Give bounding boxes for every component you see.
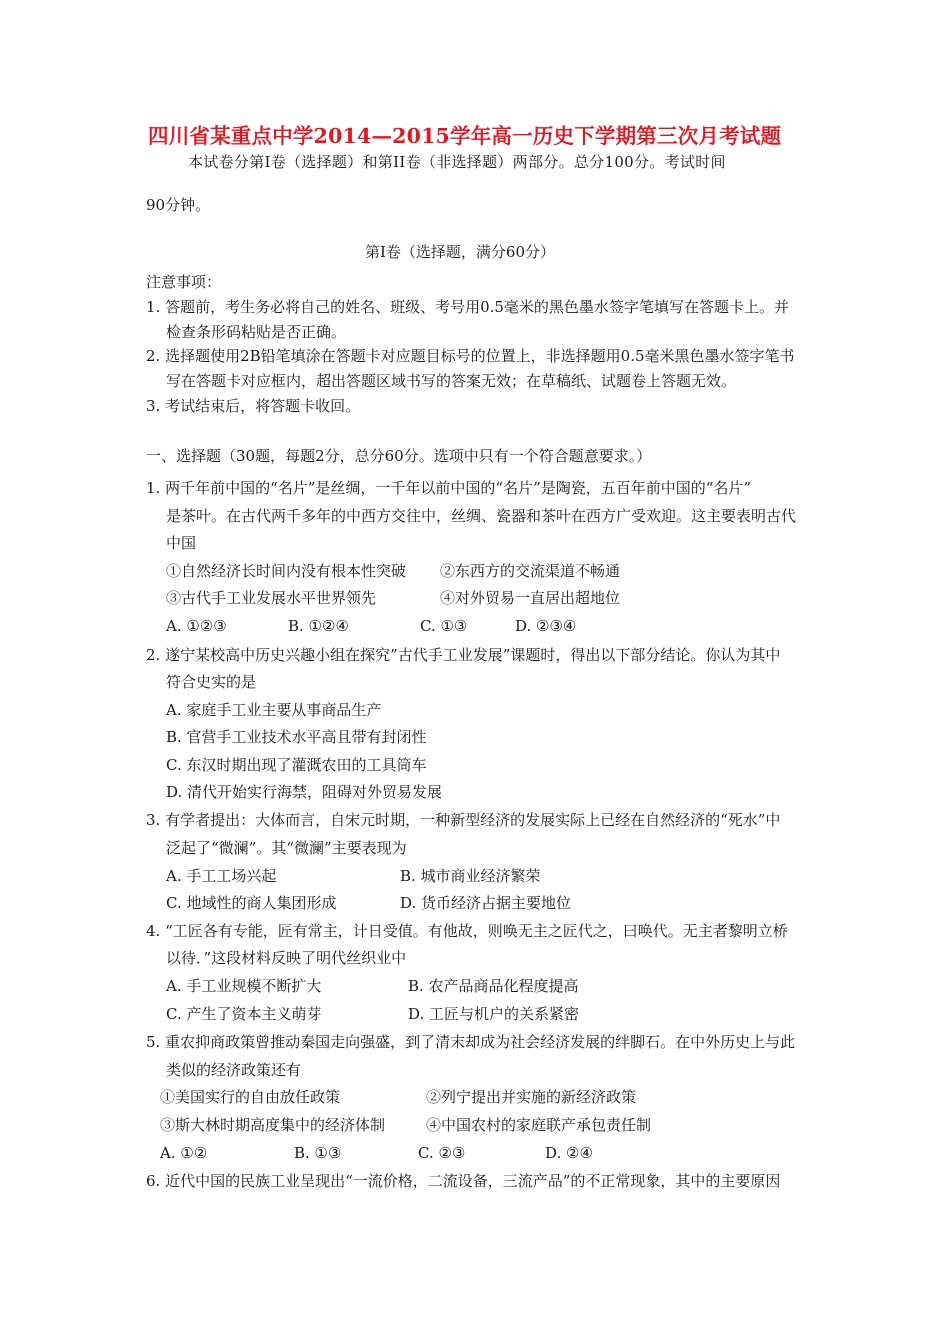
q2-option-c: C. 东汉时期出现了灌溉农田的工具筒车: [166, 756, 427, 774]
part1-heading: 一、选择题（30题，每题2分，总分60分。选项中只有一个符合题意要求。）: [146, 447, 652, 465]
q5-statement-4: ④中国农村的家庭联产承包责任制: [426, 1116, 652, 1134]
intro-line-1: 本试卷分第Ⅰ卷（选择题）和第II卷（非选择题）两部分。总分100分。考试时间: [188, 153, 726, 171]
note-item-2: 2. 选择题使用2B铅笔填涂在答题卡对应题目标号的位置上，非选择题用0.5毫米黑色墨水签字笔书: [146, 347, 795, 365]
q1-stem-cont: 是茶叶。在古代两千多年的中西方交往中，丝绸、瓷器和茶叶在西方广受欢迎。这主要表明古代: [166, 507, 797, 525]
page-title: 四川省某重点中学2014—2015学年高一历史下学期第三次月考试题: [148, 124, 782, 148]
q1-option-c: C. ①③: [420, 617, 468, 635]
q1-statement-4: ④对外贸易一直居出超地位: [440, 589, 621, 607]
q2-stem: 2. 遂宁某校高中历史兴趣小组在探究”古代手工业发展”课题时，得出以下部分结论。你认为其中: [146, 646, 781, 664]
q1-option-a: A. ①②③: [166, 617, 227, 635]
q5-stem: 5. 重农抑商政策曾推动秦国走向强盛，到了清末却成为社会经济发展的绊脚石。在中外历史上与此: [146, 1033, 796, 1051]
q3-stem: 3. 有学者提出：大体而言，自宋元时期，一种新型经济的发展实际上已经在自然经济的“死水”中: [146, 811, 781, 829]
q6-stem: 6. 近代中国的民族工业呈现出“一流价格，二流设备，三流产品”的不正常现象，其中的主要原因: [146, 1172, 781, 1190]
q3-stem-cont: 泛起了“微澜”。其“微澜”主要表现为: [166, 839, 407, 857]
q1-option-b: B. ①②④: [288, 617, 349, 635]
q4-option-a: A. 手工业规模不断扩大: [166, 977, 322, 995]
section-title: 第Ⅰ卷（选择题，满分60分）: [365, 243, 556, 261]
q2-option-d: D. 清代开始实行海禁，阻碍对外贸易发展: [166, 783, 443, 801]
note-item-1-cont: 检查条形码粘贴是否正确。: [166, 323, 347, 341]
q1-option-d: D. ②③④: [515, 617, 577, 635]
q3-option-d: D. 货币经济占据主要地位: [400, 894, 572, 912]
q3-option-b: B. 城市商业经济繁荣: [400, 867, 541, 885]
notes-heading: 注意事项：: [146, 273, 222, 291]
q5-statement-3: ③斯大林时期高度集中的经济体制: [160, 1116, 386, 1134]
q5-option-c: C. ②③: [418, 1144, 466, 1162]
q5-option-b: B. ①③: [294, 1144, 342, 1162]
q1-stem-cont-2: 中国: [166, 534, 197, 552]
q5-option-d: D. ②④: [545, 1144, 593, 1162]
q5-stem-cont: 类似的经济政策还有: [166, 1061, 302, 1079]
q1-statement-1: ①自然经济长时间内没有根本性突破: [166, 562, 407, 580]
q4-option-d: D. 工匠与机户的关系紧密: [408, 1005, 580, 1023]
q5-statement-2: ②列宁提出并实施的新经济政策: [426, 1088, 637, 1106]
q1-statement-3: ③古代手工业发展水平世界领先: [166, 589, 377, 607]
q2-stem-cont: 符合史实的是: [166, 673, 257, 691]
q5-statement-1: ①美国实行的自由放任政策: [160, 1088, 341, 1106]
q1-stem: 1. 两千年前中国的“名片”是丝绸，一千年以前中国的“名片”是陶瓷，五百年前中国的“名片”: [146, 479, 752, 497]
q1-statement-2: ②东西方的交流渠道不畅通: [440, 562, 621, 580]
intro-line-2: 90分钟。: [146, 196, 211, 214]
q4-stem: 4. “工匠各有专能，匠有常主，计日受值。有他故，则唤无主之匠代之，曰唤代。无主者黎明立桥: [146, 922, 788, 940]
q4-stem-cont: 以待．”这段材料反映了明代丝织业中: [166, 949, 407, 967]
q3-option-c: C. 地域性的商人集团形成: [166, 894, 337, 912]
q2-option-a: A. 家庭手工业主要从事商品生产: [166, 701, 382, 719]
q4-option-c: C. 产生了资本主义萌芽: [166, 1005, 322, 1023]
q3-option-a: A. 手工工场兴起: [166, 867, 277, 885]
note-item-1: 1. 答题前，考生务必将自己的姓名、班级、考号用0.5毫米的黑色墨水签字笔填写在答题卡上。并: [146, 298, 789, 316]
q5-option-a: A. ①②: [160, 1144, 208, 1162]
q4-option-b: B. 农产品商品化程度提高: [408, 977, 579, 995]
q2-option-b: B. 官营手工业技术水平高且带有封闭性: [166, 728, 427, 746]
note-item-2-cont: 写在答题卡对应框内，超出答题区域书写的答案无效；在草稿纸、试题卷上答题无效。: [166, 372, 737, 390]
note-item-3: 3. 考试结束后，将答题卡收回。: [146, 397, 361, 415]
